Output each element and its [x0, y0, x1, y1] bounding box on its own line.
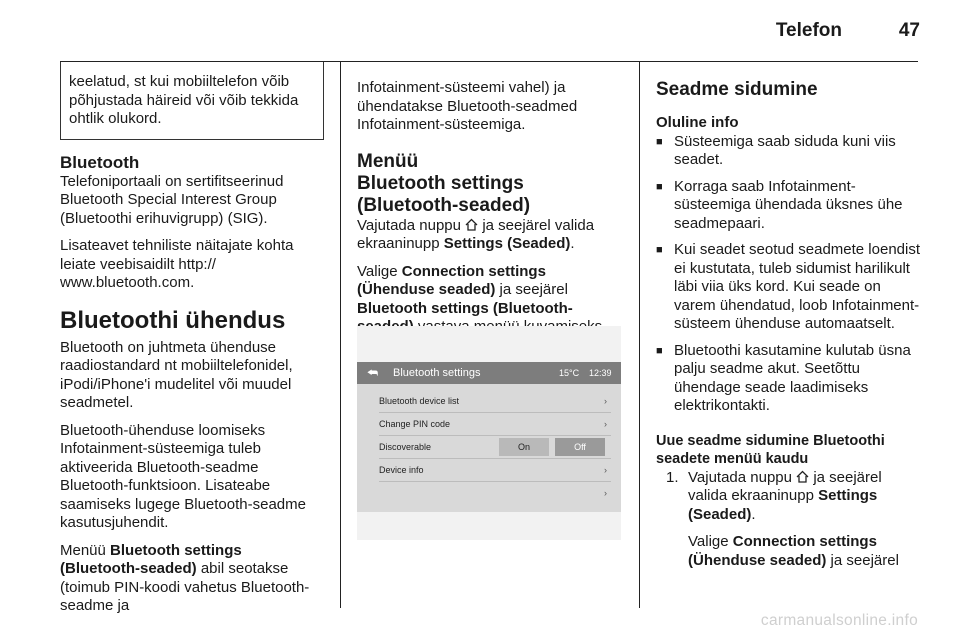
text-run: . — [751, 505, 756, 523]
text-run: abil seotakse (toimub PIN-koodi vahetus Bluetooth-seadme ja — [60, 560, 310, 614]
list-item: ■ Korraga saab Infotainment-süsteemiga ühendada üksnes ühe seadmepaari. — [656, 178, 920, 234]
menu-name-bold: Bluetooth settings (Bluetooth-seaded) — [60, 541, 242, 577]
watermark-text: carmanualsonline.info — [760, 612, 918, 629]
connection-heading: Bluetoothi ühendus — [60, 306, 286, 334]
settings-bold: Settings (Seaded) — [688, 487, 878, 523]
list-item-label: Bluetooth device list — [379, 396, 460, 406]
column-1 — [60, 62, 324, 625]
continued-paragraph: Infotainment-süsteemi vahel) ja ühendatakse Bluetooth-seadmed Infotainment-süsteemiga. — [357, 79, 578, 133]
text-run: ja seejärel — [495, 281, 568, 298]
connection-paragraph-1: Bluetooth on juhtmeta ühenduse raadiostandard nt mobiiltelefonidel, iPodi/iPhone'i mudelitel või muudel seadmetel. — [60, 338, 293, 411]
chevron-right-icon: › — [604, 396, 607, 406]
bluetooth-paragraph-1: Telefoniportaali on sertifitseerinud Bluetooth Special Interest Group (Bluetoothi erihuvigrupp) (SIG). — [60, 172, 284, 227]
list-item-discoverable — [379, 436, 611, 459]
list-item: ■ Bluetoothi kasutamine kulutab üsna palju seadme akut. Seetõttu ühendage seade laadimiseks elektrikontakti. — [656, 342, 920, 416]
pairing-steps — [666, 469, 920, 571]
list-item-device-list[interactable] — [379, 390, 611, 413]
connection-paragraph-2: Bluetooth-ühenduse loomiseks Infotainment-süsteemiga tuleb aktiveerida Bluetooth-seadme Bluetooth-funktsioon. Lisateabe saamiseks lugege Bluetooth-seadme kasutusjuhendit. — [60, 421, 306, 531]
pairing-heading: Seadme sidumine — [656, 79, 818, 100]
list-item-label: Discoverable — [379, 442, 432, 452]
clock-readout: 12:39 — [589, 368, 612, 378]
text-run: Vajutada nuppu — [688, 468, 797, 486]
bluetooth-settings-bold: Bluetooth settings (Bluetooth- — [357, 299, 573, 317]
home-icon — [796, 470, 809, 483]
discoverable-off-button[interactable]: Off — [555, 438, 605, 456]
list-item: ■ Süsteemiga saab siduda kuni viis seadet. — [656, 133, 920, 170]
screen-display — [357, 362, 621, 512]
connection-paragraph-3 — [60, 542, 324, 616]
column-3 — [656, 79, 920, 570]
text-run: Valige — [357, 262, 402, 280]
connection-settings-bold: Connection settings (Ühenduse seaded) — [357, 262, 546, 298]
discoverable-on-button[interactable]: On — [499, 438, 549, 456]
info-bullet-list — [656, 133, 920, 416]
column-divider-1 — [340, 62, 341, 608]
running-header-title: Telefon — [775, 20, 842, 41]
bluetooth-paragraph-2: Lisateavet tehniliste näitajate kohta leiate veebisaidilt http:// www.bluetooth.com. — [60, 237, 294, 291]
page-number: 47 — [898, 20, 920, 41]
settings-bold: Settings (Seaded) — [443, 235, 571, 252]
list-item: ■ Kui seadet seotud seadmete loendist ei kustutata, tuleb sidumist harilikult läbi viia üks kord. Kui seade on varem ühendatud, loob Infotainment-süsteem ühenduse automaatselt. — [656, 241, 920, 334]
list-item-label: Change PIN code — [379, 419, 451, 429]
instruction-paragraph-1 — [357, 217, 625, 254]
bluetooth-settings-heading: Bluetooth settings (Bluetooth-seaded) — [357, 172, 531, 216]
list-item-device-info[interactable] — [379, 459, 611, 482]
settings-list — [379, 390, 611, 504]
temperature-readout: 15°C — [559, 368, 580, 378]
text-run: . — [570, 235, 575, 252]
note-box — [60, 62, 324, 140]
step-item — [666, 469, 920, 571]
connection-settings-bold: Connection settings (Ühenduse seaded) — [688, 533, 877, 569]
list-item-change-pin[interactable] — [379, 413, 611, 436]
column-divider-2 — [639, 62, 640, 608]
note-text: keelatud, st kui mobiiltelefon võib põhjustada häireid või võib tekkida ohtlik olukord. — [69, 73, 299, 127]
back-arrow-icon[interactable]: ⮪ — [367, 366, 379, 380]
text-run: Menüü — [60, 541, 111, 559]
text-run: ja seejärel valida ekraaninupp — [688, 468, 882, 504]
list-item-empty[interactable] — [379, 482, 611, 504]
new-device-subheading: Uue seadme sidumine Bluetoothi seadete menüü kaudu — [656, 432, 885, 467]
chevron-right-icon: › — [604, 419, 607, 429]
important-info-heading: Oluline info — [656, 114, 739, 131]
home-icon — [465, 218, 478, 231]
infotainment-screenshot — [357, 326, 621, 540]
menu-heading: Menüü — [357, 150, 419, 172]
chevron-right-icon: › — [604, 465, 607, 475]
screen-title: Bluetooth settings — [393, 367, 481, 379]
text-run: ja seejärel — [826, 551, 899, 569]
text-run: Valige — [688, 533, 733, 550]
bluetooth-heading: Bluetooth — [60, 152, 140, 172]
chevron-right-icon: › — [604, 488, 607, 498]
step-continuation — [688, 533, 920, 570]
step-number: 1. — [666, 468, 679, 486]
text-run: Vajutada nuppu — [357, 216, 466, 234]
text-run: ja seejärel valida ekraaninupp — [357, 216, 595, 252]
column-2 — [357, 79, 625, 346]
list-item-label: Device info — [379, 465, 424, 475]
screen-header-bar — [357, 362, 621, 384]
